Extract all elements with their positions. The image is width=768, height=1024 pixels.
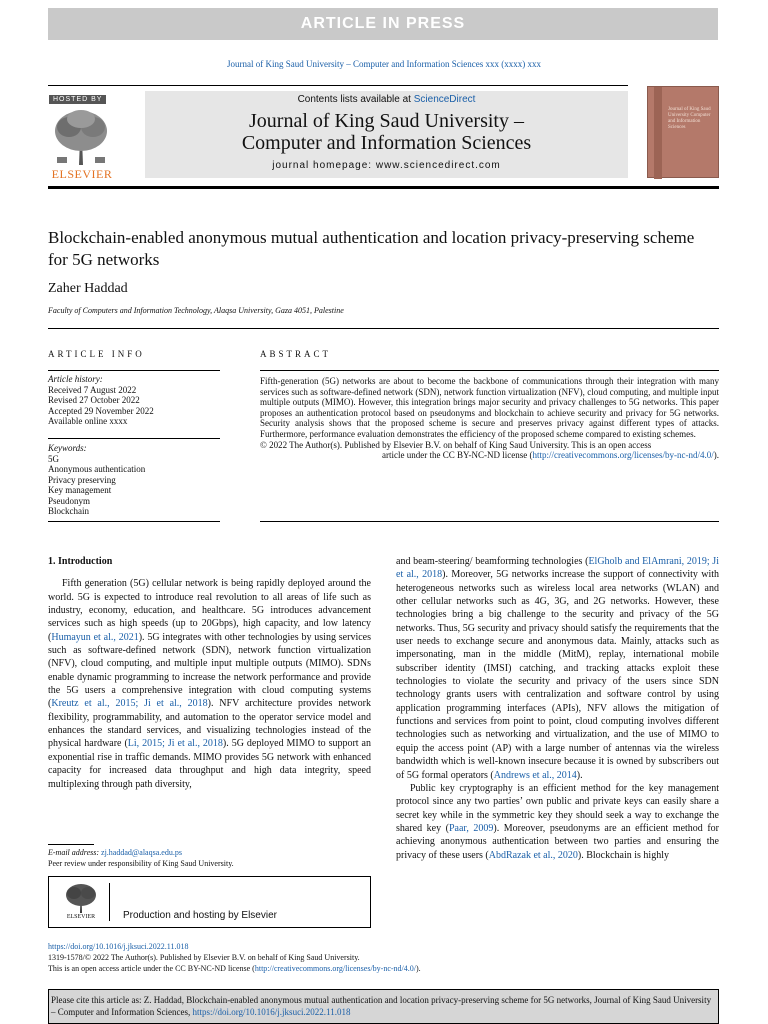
- elsevier-wordmark: ELSEVIER: [51, 167, 113, 181]
- author-affiliation: Faculty of Computers and Information Technology, Alaqsa University, Gaza 4051, Palestine: [48, 306, 344, 315]
- elsevier-tree-logo-icon: [49, 107, 113, 167]
- citation-link[interactable]: Humayun et al., 2021: [51, 631, 139, 643]
- journal-cover-thumbnail[interactable]: [647, 86, 719, 178]
- citation-link[interactable]: Li, 2015; Ji et al., 2018: [127, 738, 223, 750]
- text-run: Public key cryptography is an efficient method for the key management protocol since any two parties’ own public and private keys can easily share a secret key while in the symmetric key they should seek a way to exchange the shared key (: [396, 782, 719, 834]
- journal-title-line1: Journal of King Saud University –: [249, 110, 524, 132]
- journal-title: [145, 110, 628, 154]
- header-top-rule: [48, 85, 628, 86]
- keywords-label: Keywords:: [48, 443, 87, 453]
- abstract-copyright-line2: [260, 450, 719, 461]
- citation-doi-link[interactable]: https://doi.org/10.1016/j.jksuci.2022.11.018: [192, 1007, 351, 1017]
- keyword-item: Pseudonym: [48, 495, 91, 506]
- text-run: and beam-steering/ beamforming technologies (: [396, 556, 589, 567]
- intro-paragraph-cont: [396, 555, 719, 782]
- text-run: ). Moreover, 5G networks increase the support of connectivity with heterogeneous networks such as wireless local area networks (WLAN) and other cellular networks such as 4G, 3G, and 2G networks. However, these technologies bring a big challenge to the security and privacy of the 5G networks. Thus, 5G security and privacy should satisfy the requirements that the user needs to exchange secure and anonymous data. Mainly, attacks such as impersonating, man in the middle (MitM), replay, international mobile subscriber identity (IMSI) catching, and tracking attacks exploit these technologies to violate the security and privacy of the users since SDN technology grants users with centralization and software control by using application programming interfaces (APIs), NFV allows the mitigation of functions and services from point to point, cloud computing involves different technologies such as networking and virtualization, and the use of MIMO to equip the access point (AP) with a large number of antennas via the wireless bandwidth which is well-known insecure because it is owned by subscribers out of 5G formal operators (: [396, 569, 720, 781]
- contents-prefix: Contents lists available at: [297, 94, 414, 105]
- keywords-list: [48, 443, 223, 517]
- text-run: ). Moreover, pseudonyms are an efficient method for achieving anonymous authentication between two parties and ensuring the privacy of these users (: [396, 822, 719, 861]
- article-info-bottom-rule: [48, 521, 220, 522]
- journal-reference-link[interactable]: Journal of King Saud University – Computer and Information Sciences xxx (xxxx) xxx: [227, 59, 541, 69]
- header-bottom-rule: [48, 186, 719, 189]
- text-run: ). 5G deployed MIMO to support an exponential rise in traffic demands. MIMO provides 5G network with enhanced capacity for increased data throughput and high data integrity, speed multiplexing through path diversity,: [48, 738, 371, 790]
- text-run: ).: [576, 769, 583, 781]
- production-text: Production and hosting by Elsevier: [123, 910, 277, 921]
- article-info-heading: ARTICLE INFO: [48, 349, 145, 359]
- abstract-bottom-rule: [260, 521, 719, 522]
- history-item: Revised 27 October 2022: [48, 395, 140, 405]
- footnote-rule: [48, 844, 94, 845]
- oa-suffix: ).: [416, 964, 421, 973]
- keyword-item: Privacy preserving: [48, 474, 116, 485]
- keyword-item: Blockchain: [48, 506, 89, 516]
- homepage-line: [145, 160, 628, 171]
- history-item: Received 7 August 2022: [48, 384, 137, 395]
- intro-paragraph-2: [396, 782, 719, 862]
- cover-text: Journal of King Saud University Computer and Information Sciences: [668, 107, 711, 130]
- text-run: ). NFV architecture provides network flexibility, programmability, and automation to the operator service model and enhances the standard services, and visualizing technologies instead of the physical hardware (: [48, 698, 371, 750]
- oa-prefix: This is an open access article under the CC BY-NC-ND license (: [48, 964, 255, 973]
- history-label: Article history:: [48, 374, 103, 384]
- production-logo-word: ELSEVIER: [66, 914, 96, 920]
- citation-link[interactable]: Andrews et al., 2014: [493, 769, 577, 781]
- body-left-column: [48, 555, 371, 791]
- homepage-url-link[interactable]: www.sciencedirect.com: [375, 160, 501, 171]
- citation-link[interactable]: Paar, 2009: [448, 822, 494, 834]
- citation-link[interactable]: Kreutz et al., 2015; Ji et al., 2018: [51, 698, 208, 710]
- cover-stripe: [654, 87, 662, 179]
- history-item: Available online xxxx: [48, 416, 128, 426]
- article-info-rule: [48, 370, 220, 371]
- history-item: Accepted 29 November 2022: [48, 405, 154, 416]
- copyright-prefix: article under the CC BY-NC-ND license (: [381, 450, 533, 461]
- abstract-rule: [260, 370, 719, 371]
- keyword-item: Key management: [48, 485, 112, 495]
- citation-link[interactable]: ElGholb and ElAmrani, 2019; Ji et al., 2018: [396, 556, 719, 581]
- abstract-body: [260, 376, 719, 461]
- citation-link[interactable]: AbdRazak et al., 2020: [488, 849, 578, 861]
- article-in-press-banner: [48, 8, 718, 40]
- article-title: Blockchain-enabled anonymous mutual authentication and location privacy-preserving scheme for 5G networks: [48, 228, 695, 269]
- hosted-by-label: HOSTED BY: [49, 95, 106, 104]
- license-link[interactable]: http://creativecommons.org/licenses/by-nc-nd/4.0/: [532, 450, 714, 461]
- banner-text: ARTICLE IN PRESS: [300, 15, 466, 32]
- homepage-prefix: journal homepage:: [272, 160, 376, 171]
- journal-header-box: [145, 91, 628, 178]
- journal-title-line2: Computer and Information Sciences: [241, 132, 532, 154]
- elsevier-tree-small-icon: [63, 882, 99, 914]
- keywords-rule: [48, 438, 220, 439]
- production-box: [48, 876, 371, 928]
- email-label: E-mail address:: [48, 848, 102, 857]
- footnote-email: [48, 847, 371, 858]
- text-run: Fifth generation (5G) cellular network is being rapidly deployed around the world. 5G is expected to introduce real revolution to all areas of life such as industry, economy, education, and healthcare. 5G introduces advancement services such as high speeds (up to 20Gbps), high capacity, and low latency (: [48, 578, 371, 643]
- section-heading: 1. Introduction: [48, 556, 113, 567]
- sciencedirect-link[interactable]: ScienceDirect: [413, 94, 476, 105]
- keyword-item: Anonymous authentication: [48, 464, 146, 474]
- footnote-peer-review: Peer review under responsibility of King Saud University.: [48, 859, 234, 868]
- open-access-line: [48, 963, 718, 974]
- citation-box: [48, 989, 719, 1024]
- author-name[interactable]: Zaher Haddad: [48, 281, 128, 296]
- text-run: ). Blockchain is highly: [577, 849, 669, 861]
- abstract-heading: ABSTRACT: [260, 349, 332, 359]
- doi-link[interactable]: https://doi.org/10.1016/j.jksuci.2022.11.018: [48, 942, 189, 951]
- text-run: ). 5G integrates with other technologies by using services such as software-defined network (SDN), network function virtualization (NFV), cloud computing, and multiple input multiple outputs (MIMO). SDNs enable dynamic programming to increase the network performance and provide the 5G users a comprehensive integration with cloud computing systems (: [48, 631, 371, 710]
- article-history: [48, 374, 223, 427]
- oa-license-link[interactable]: http://creativecommons.org/licenses/by-nc-nd/4.0/: [254, 964, 416, 973]
- keyword-item: 5G: [48, 453, 59, 464]
- intro-paragraph: [48, 577, 371, 791]
- production-separator: [109, 883, 110, 921]
- copyright-suffix: ).: [713, 450, 719, 461]
- citation-text: Please cite this article as: Z. Haddad, Blockchain-enabled anonymous mutual authentication and location privacy-preserving scheme for 5G networks, Journal of King Saud University – Computer and Information Sciences,: [51, 995, 712, 1017]
- title-rule: [48, 328, 719, 329]
- email-link[interactable]: zj.haddad@alaqsa.edu.ps: [101, 848, 182, 857]
- abstract-copyright-line1: © 2022 The Author(s). Published by Elsevier B.V. on behalf of King Saud University. This is an open access: [260, 439, 652, 450]
- issn-line: 1319-1578/© 2022 The Author(s). Published by Elsevier B.V. on behalf of King Saud University.: [48, 953, 360, 962]
- body-right-column: [396, 555, 719, 862]
- abstract-text: Fifth-generation (5G) networks are about to become the backbone of communications through their integration with many services such as software-defined network (SDN), network function virtualization (NFV), cloud computing, and multiple input multiple outputs (MIMO). However, this integration brings major security and privacy challenges to 5G networks. This paper proposes an authentication protocol based on pseudonyms and blockchain to achieve security and privacy for 5G networks. Security analysis shows that the proposed scheme is secure and preserves privacy against different types of attacks. Furthermore, performance evaluation demonstrates the efficiency of the proposed scheme compared to existing schemes.: [260, 376, 719, 439]
- doi-block: [48, 941, 718, 974]
- contents-line: [145, 94, 628, 105]
